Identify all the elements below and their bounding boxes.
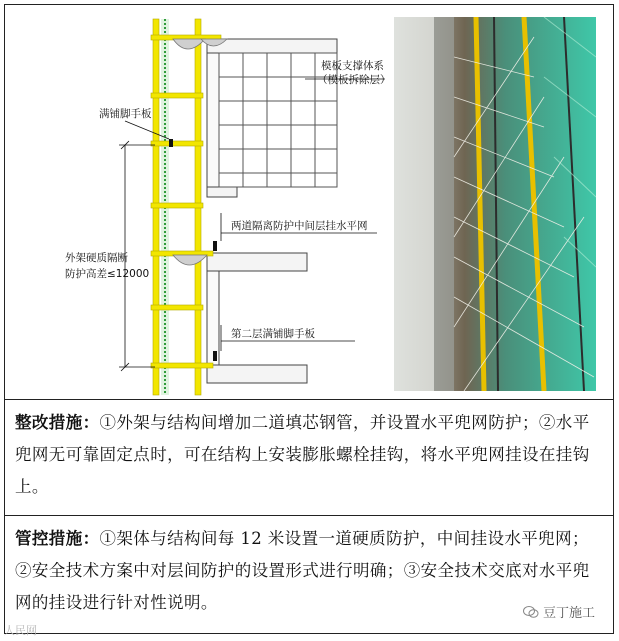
document-table bbox=[4, 4, 614, 634]
label-two-layer-net: 两道隔离防护中间层挂水平网 bbox=[231, 220, 368, 232]
brand-watermark bbox=[523, 602, 595, 621]
label-formwork-2: （模板拆除层） bbox=[317, 74, 391, 86]
slab-ledge-1 bbox=[207, 187, 237, 197]
rectification-title: 整改措施： bbox=[15, 413, 100, 432]
floor-slab-top bbox=[207, 39, 337, 53]
control-text: ①架体与结构间每 12 米设置一道硬质防护，中间挂设水平兜网；②安全技术方案中对层间防护的设置形式进行明确；③安全技术交底对水平兜网的挂设进行针对性说明。 bbox=[15, 529, 590, 612]
wall-column-2 bbox=[207, 271, 219, 365]
figure-row bbox=[5, 5, 613, 399]
label-full-plank: 满铺脚手板 bbox=[99, 108, 152, 120]
rectification-text: ①外架与结构间增加二道填芯钢管，并设置水平兜网防护；②水平兜网无可靠固定点时，可在结构上安装膨胀螺栓挂钩，将水平兜网挂设在挂钩上。 bbox=[15, 413, 590, 496]
left-watermark: 人民网 bbox=[4, 624, 37, 637]
row-divider-2 bbox=[5, 515, 613, 516]
site-photo bbox=[394, 17, 596, 391]
floor-slab-low bbox=[207, 365, 307, 383]
rectification-note bbox=[15, 407, 605, 503]
label-formwork-1: 模板支撑体系 bbox=[321, 60, 384, 72]
control-note bbox=[15, 523, 605, 619]
brand-text: 豆丁施工 bbox=[542, 606, 595, 621]
row-divider-1 bbox=[5, 399, 613, 400]
wechat-icon bbox=[523, 605, 539, 619]
label-hard-isolation-2: 防护高差≤12000 bbox=[65, 268, 150, 280]
control-title: 管控措施： bbox=[15, 529, 100, 548]
floor-slab-mid bbox=[207, 253, 307, 271]
label-hard-isolation-1: 外架硬质隔断 bbox=[65, 252, 128, 264]
label-second-plank: 第二层满铺脚手板 bbox=[231, 328, 315, 340]
wall-column bbox=[207, 53, 219, 187]
